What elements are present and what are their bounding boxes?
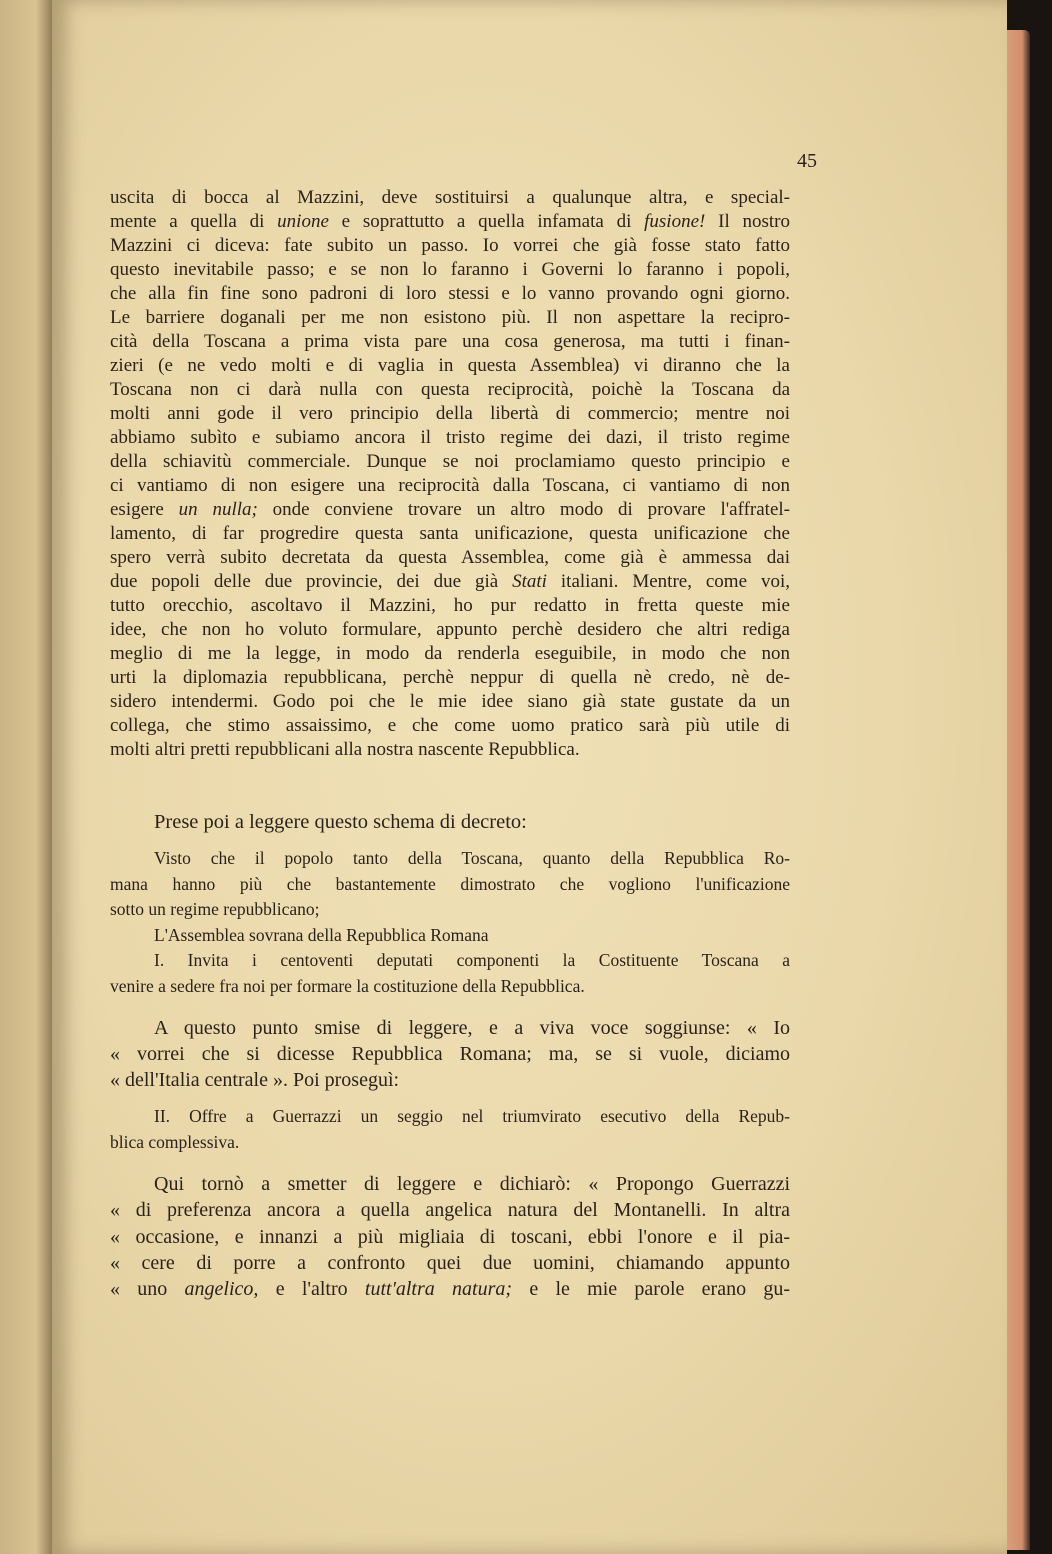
text-line	[110, 186, 790, 210]
text-span: esigere	[110, 499, 179, 520]
text-line	[110, 714, 790, 738]
text-line	[110, 330, 790, 354]
text-span: e le mie parole erano gu-	[512, 1278, 791, 1301]
text-span: italiani. Mentre, come voi,	[546, 571, 790, 592]
text-span: « cere di porre a confronto quei due uomini, chiamando appunto	[110, 1251, 790, 1274]
italic-text: angelico,	[184, 1278, 259, 1301]
text-span: che alla fin fine sono padroni di loro stessi e lo vanno provando ogni giorno.	[110, 283, 790, 304]
text-span: urti la diplomazia repubblicana, perchè neppur di quella nè credo, nè de-	[110, 667, 790, 688]
decree-text	[110, 846, 790, 1000]
text-line	[110, 1197, 790, 1223]
text-span: Toscana non ci darà nulla con questa reciprocità, poichè la Toscana da	[110, 379, 790, 400]
text-line	[110, 642, 790, 666]
text-span: Visto che il popolo tanto della Toscana, quanto della Repubblica Ro-	[154, 848, 790, 868]
text-span: molti anni gode il vero principio della libertà di commercio; mentre noi	[110, 403, 790, 424]
text-span: ci vantiamo di non esigere una reciprocità dalla Toscana, ci vantiamo di non	[110, 475, 790, 496]
text-span: abbiamo subìto e subiamo ancora il tristo regime dei dazi, il tristo regime	[110, 427, 790, 448]
text-span: « uno	[110, 1278, 185, 1301]
text-line	[110, 450, 790, 474]
text-line	[110, 498, 790, 522]
text-line	[110, 546, 790, 570]
text-span: blica complessiva.	[110, 1131, 240, 1152]
text-span: tutto orecchio, ascoltavo il Mazzini, ho pur redatto in fretta queste mie	[110, 595, 790, 616]
text-span: due popoli delle due provincie, dei due già	[110, 571, 513, 592]
text-span: sotto un regime repubblicano;	[110, 899, 320, 920]
text-span: « dell'Italia centrale ». Poi proseguì:	[110, 1069, 400, 1091]
text-span: idee, che non ho voluto formulare, appunto perchè desidero che altri rediga	[110, 619, 790, 640]
text-line	[110, 1041, 790, 1067]
text-span: II. Offre a Guerrazzi un seggio nel triumvirato esecutivo della Repub-	[154, 1106, 790, 1126]
text-line	[110, 522, 790, 546]
text-span: I. Invita i centoventi deputati componenti la Costituente Toscana a	[154, 950, 790, 971]
text-span: mana hanno più che bastantemente dimostrato che vogliono l'unificazione	[110, 873, 790, 894]
text-line	[110, 402, 790, 426]
text-line	[110, 738, 790, 762]
decree-article-2	[110, 1104, 790, 1155]
italic-text: Stati	[512, 571, 547, 592]
quote-paragraph	[110, 1015, 790, 1093]
text-span: mente a quella di	[110, 211, 278, 232]
text-span: L'Assemblea sovrana della Repubblica Romana	[154, 924, 489, 945]
text-span: e soprattutto a quella infamata di	[328, 211, 645, 232]
text-span: uscita di bocca al Mazzini, deve sostituirsi a qualunque altra, e special-	[110, 187, 790, 208]
text-line	[110, 210, 790, 234]
text-span: spero verrà subito decretata da questa Assemblea, come già è ammessa dai	[110, 547, 790, 568]
intro-paragraph	[110, 809, 790, 835]
text-line	[110, 474, 790, 498]
text-span: Prese poi a leggere questo schema di decreto:	[154, 811, 527, 833]
text-line	[110, 1067, 790, 1093]
text-line	[110, 1130, 790, 1156]
text-span: Il nostro	[705, 211, 791, 232]
italic-text: un nulla;	[178, 499, 258, 520]
text-line	[110, 570, 790, 594]
text-span: meglio di me la legge, in modo da renderla eseguibile, in modo che non	[110, 643, 790, 664]
text-line	[110, 1224, 790, 1250]
text-span: della schiavitù commerciale. Dunque se noi proclamiamo questo principio e	[110, 451, 790, 472]
text-line	[110, 897, 790, 923]
text-line	[110, 872, 790, 898]
text-span: molti altri pretti repubblicani alla nostra nascente Repubblica.	[110, 739, 580, 760]
text-line	[110, 809, 790, 835]
text-line	[110, 234, 790, 258]
text-line	[110, 1276, 790, 1302]
text-line	[110, 306, 790, 330]
text-line	[110, 666, 790, 690]
text-span: lamento, di far progredire questa santa unificazione, questa unificazione che	[110, 523, 790, 544]
text-span: « di preferenza ancora a quella angelica natura del Montanelli. In altra	[110, 1199, 790, 1222]
text-line	[110, 690, 790, 714]
facing-page-edge	[0, 0, 60, 1554]
text-span: « vorrei che si dicesse Repubblica Romana; ma, se si vuole, diciamo	[110, 1043, 790, 1065]
text-span: Mazzini ci diceva: fate subito un passo. Io vorrei che già fosse stato fatto	[110, 235, 790, 256]
text-line	[110, 846, 790, 872]
text-span: questo inevitabile passo; e se non lo faranno i Governi lo faranno i popoli,	[110, 259, 790, 280]
body-paragraph	[110, 186, 790, 762]
text-line	[110, 1104, 790, 1130]
text-span: venire a sedere fra noi per formare la costituzione della Repubblica.	[110, 975, 585, 996]
page-number: 45	[797, 150, 817, 172]
text-span: e l'altro	[258, 1278, 365, 1301]
text-span: onde conviene trovare un altro modo di provare l'affratel-	[257, 499, 790, 520]
text-span: cità della Toscana a prima vista pare una cosa generosa, ma tutti i finan-	[110, 331, 790, 352]
text-span: « occasione, e innanzi a più migliaia di toscani, ebbi l'onore e il pia-	[110, 1225, 790, 1248]
text-span: Qui tornò a smetter di leggere e dichiarò: « Propongo Guerrazzi	[154, 1173, 790, 1195]
text-line	[110, 594, 790, 618]
text-line	[110, 378, 790, 402]
italic-text: tutt'altra natura;	[364, 1278, 513, 1301]
text-line	[110, 948, 790, 974]
text-span: A questo punto smise di leggere, e a viva voce soggiunse: « Io	[154, 1017, 790, 1039]
text-span: sidero intendermi. Godo poi che le mie idee siano già state gustate da un	[110, 691, 790, 712]
text-line	[110, 1171, 790, 1197]
text-span: collega, che stimo assaissimo, e che come uomo pratico sarà più utile di	[110, 715, 790, 736]
italic-text: unione	[277, 211, 329, 232]
italic-text: fusione!	[644, 211, 706, 232]
text-line	[110, 258, 790, 282]
text-line	[110, 1250, 790, 1276]
text-span: zieri (e ne vedo molti e di vaglia in questa Assemblea) vi diranno che la	[110, 355, 790, 376]
text-line	[110, 923, 790, 949]
text-line	[110, 974, 790, 1000]
text-line	[110, 426, 790, 450]
text-line	[110, 618, 790, 642]
text-line	[110, 354, 790, 378]
text-line	[110, 1015, 790, 1041]
text-span: Le barriere doganali per me non esistono più. Il non aspettare la recipro-	[110, 307, 790, 328]
text-line	[110, 282, 790, 306]
closing-paragraph	[110, 1171, 790, 1302]
